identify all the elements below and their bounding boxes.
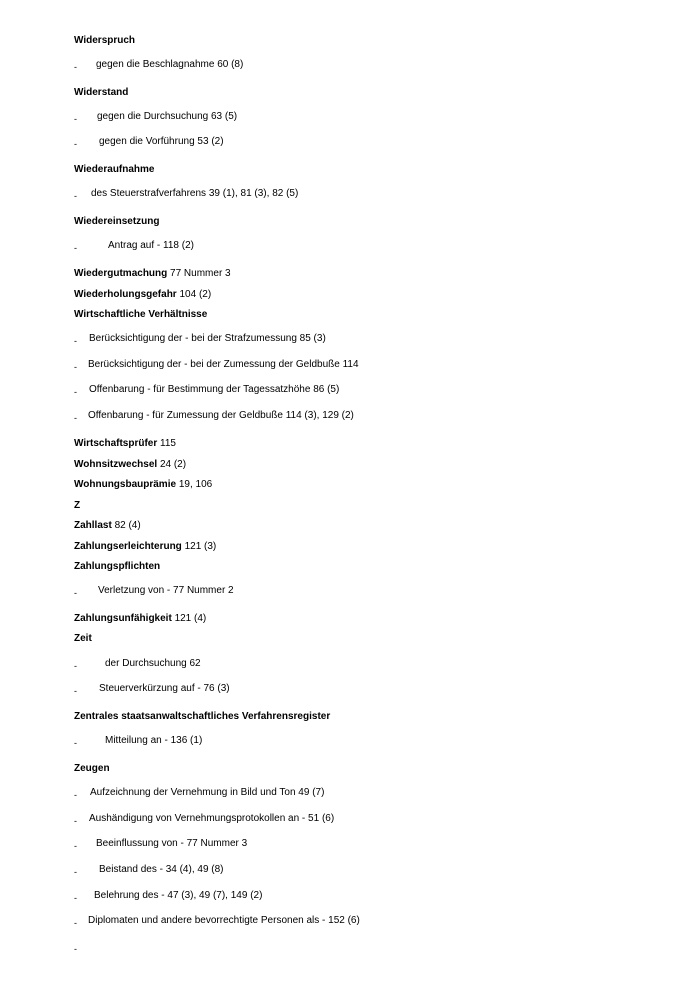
dash-marker: -	[74, 686, 77, 696]
subentry-text: der Durchsuchung 62	[105, 658, 201, 669]
index-entry-widerspruch	[74, 35, 135, 47]
dash-marker: -	[74, 243, 77, 253]
index-subentry	[74, 333, 326, 347]
index-term: Zahllast	[74, 520, 112, 531]
index-subentry	[74, 813, 335, 827]
index-entry-wohnungsbaupraemie	[74, 479, 212, 491]
subentry-text: Diplomaten und andere bevorrechtigte Personen als - 152 (6)	[88, 915, 360, 926]
index-term: Zahlungserleichterung	[74, 541, 182, 552]
index-term: Wohnsitzwechsel	[74, 459, 158, 470]
subentry-text: Aufzeichnung der Vernehmung in Bild und Ton 49 (7)	[90, 787, 325, 798]
index-ref: 82 (4)	[114, 520, 141, 531]
index-subentry	[74, 384, 340, 398]
index-entry-wiederaufnahme	[74, 164, 154, 176]
dash-marker: -	[74, 114, 77, 124]
index-term: Zahlungspflichten	[74, 561, 161, 572]
index-term: Zeugen	[74, 763, 110, 774]
dash-marker: -	[74, 362, 77, 372]
index-subentry	[74, 359, 359, 373]
index-ref: 24 (2)	[159, 459, 187, 470]
index-entry-zahlungspflichten	[74, 561, 160, 573]
dash-marker: -	[74, 139, 77, 149]
index-entry-wohnsitzwechsel	[74, 459, 186, 471]
index-subentry	[74, 941, 80, 955]
index-ref: 121 (4)	[174, 613, 207, 624]
dash-marker: -	[74, 867, 77, 877]
index-term: Zentrales staatsanwaltschaftliches Verfahrensregister	[74, 711, 331, 722]
index-term: Wiederaufnahme	[74, 164, 155, 175]
subentry-text: Berücksichtigung der - bei der Strafzumessung 85 (3)	[89, 333, 326, 344]
index-subentry	[74, 240, 194, 254]
index-subentry	[74, 410, 354, 424]
subentry-text: gegen die Vorführung 53 (2)	[99, 136, 224, 147]
index-ref: 77 Nummer 3	[170, 268, 231, 279]
index-term: Widerstand	[74, 87, 129, 98]
subentry-text: Beeinflussung von - 77 Nummer 3	[96, 838, 248, 849]
index-term: Wirtschaftsprüfer	[74, 438, 158, 449]
dash-marker: -	[74, 918, 77, 928]
index-subentry	[74, 585, 234, 599]
index-entry-wiedereinsetzung	[74, 216, 159, 228]
index-subentry	[74, 136, 224, 150]
dash-marker: -	[74, 790, 77, 800]
index-term: Zeit	[74, 633, 92, 644]
dash-marker: -	[74, 893, 77, 903]
index-subentry	[74, 864, 224, 878]
index-entry-wirtschaftliche-verhaeltnisse	[74, 309, 207, 321]
dash-marker: -	[74, 336, 77, 346]
dash-marker: -	[74, 661, 77, 671]
index-ref: 104 (2)	[179, 289, 212, 300]
index-ref: 121 (3)	[184, 541, 217, 552]
subentry-text: Offenbarung - für Zumessung der Geldbuße 114 (3), 129 (2)	[88, 410, 354, 421]
subentry-text: des Steuerstrafverfahrens 39 (1), 81 (3), 82 (5)	[91, 188, 299, 199]
index-subentry	[74, 735, 203, 749]
index-ref: 19, 106	[178, 479, 213, 490]
subentry-text: gegen die Beschlagnahme 60 (8)	[96, 59, 244, 70]
index-term: Wiedergutmachung	[74, 268, 168, 279]
dash-marker: -	[74, 588, 77, 598]
index-subentry	[74, 658, 201, 672]
dash-marker: -	[74, 944, 77, 954]
dash-marker: -	[74, 387, 77, 397]
index-entry-zeit	[74, 633, 92, 645]
index-entry-wirtschaftspruefer	[74, 438, 176, 450]
subentry-text: Belehrung des - 47 (3), 49 (7), 149 (2)	[94, 890, 263, 901]
index-subentry	[74, 838, 248, 852]
index-term: Wohnungsbauprämie	[74, 479, 177, 490]
index-subentry	[74, 890, 263, 904]
index-entry-zahlungsunfaehigkeit	[74, 613, 206, 625]
index-subentry	[74, 683, 230, 697]
index-term: Z	[74, 500, 81, 511]
subentry-text: gegen die Durchsuchung 63 (5)	[97, 111, 238, 122]
index-entry-widerstand	[74, 87, 128, 99]
subentry-text: Steuerverkürzung auf - 76 (3)	[99, 683, 230, 694]
index-ref: 115	[160, 438, 176, 449]
index-term: Wiederholungsgefahr	[74, 289, 177, 300]
index-subentry	[74, 787, 325, 801]
index-entry-zahlungserleichterung	[74, 541, 216, 553]
index-subentry	[74, 111, 238, 125]
dash-marker: -	[74, 62, 77, 72]
index-entry-zeugen	[74, 763, 110, 775]
index-term: Wiedereinsetzung	[74, 216, 160, 227]
dash-marker: -	[74, 413, 77, 423]
dash-marker: -	[74, 191, 77, 201]
index-term: Widerspruch	[74, 35, 136, 46]
index-letter-heading	[74, 500, 80, 512]
dash-marker: -	[74, 738, 77, 748]
subentry-text: Verletzung von - 77 Nummer 2	[98, 585, 234, 596]
index-subentry	[74, 59, 244, 73]
index-entry-wiedergutmachung	[74, 268, 231, 280]
subentry-text: Offenbarung - für Bestimmung der Tagessatzhöhe 86 (5)	[89, 384, 340, 395]
index-subentry	[74, 915, 360, 929]
subentry-text: Berücksichtigung der - bei der Zumessung der Geldbuße 114	[88, 359, 359, 370]
subentry-text: Beistand des - 34 (4), 49 (8)	[99, 864, 224, 875]
index-entry-zentrales-register	[74, 711, 330, 723]
subentry-text: Mitteilung an - 136 (1)	[105, 735, 203, 746]
dash-marker: -	[74, 816, 77, 826]
dash-marker: -	[74, 841, 77, 851]
index-entry-wiederholungsgefahr	[74, 289, 211, 301]
index-entry-zahllast	[74, 520, 141, 532]
index-subentry	[74, 188, 299, 202]
index-term: Zahlungsunfähigkeit	[74, 613, 172, 624]
index-term: Wirtschaftliche Verhältnisse	[74, 309, 208, 320]
subentry-text: Antrag auf - 118 (2)	[108, 240, 194, 251]
subentry-text: Aushändigung von Vernehmungsprotokollen an - 51 (6)	[89, 813, 335, 824]
